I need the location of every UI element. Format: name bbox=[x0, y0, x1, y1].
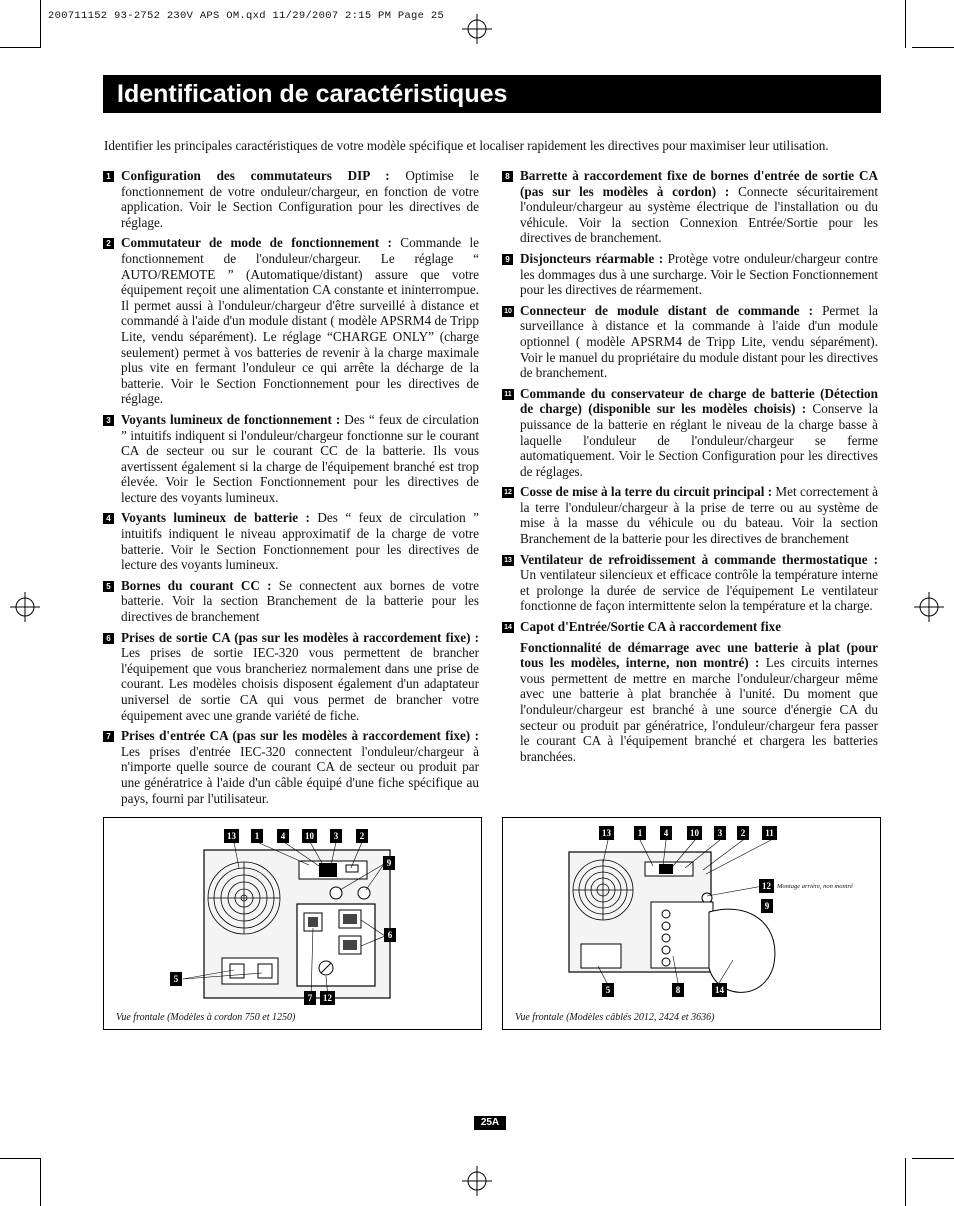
feature-item bbox=[103, 412, 479, 506]
feature-column-left bbox=[103, 168, 479, 811]
item-heading: Capot d'Entrée/Sortie CA à raccordement fixe bbox=[520, 619, 782, 635]
item-number: 13 bbox=[502, 555, 514, 566]
callout-10: 10 bbox=[302, 829, 317, 843]
figure-hardwired-models bbox=[502, 817, 881, 1030]
feature-item bbox=[502, 251, 878, 298]
crop-mark bbox=[0, 47, 40, 48]
item-number: 10 bbox=[502, 306, 514, 317]
callout-4: 4 bbox=[660, 826, 672, 840]
item-text: Des “ feux de circulation ” intuitifs indiquent si l'onduleur/chargeur fonctionne sur le courant CA de secteur ou sur le courant CC de la batterie. Ils vous avertissent également si la charge de l'équipement branché est trop élevée. Voir le Section Fonctionnement pour les directives de lecture des voyants lumineux. bbox=[121, 411, 479, 505]
intro-paragraph: Identifier les principales caractéristiques de votre modèle spécifique et localiser rapidement les directives pour maximiser leur utilisation. bbox=[104, 138, 829, 153]
print-slug: 200711152 93-2752 230V APS OM.qxd 11/29/2007 2:15 PM Page 25 bbox=[48, 10, 445, 22]
callout-3: 3 bbox=[330, 829, 342, 843]
crop-mark bbox=[912, 47, 954, 48]
callout-4: 4 bbox=[277, 829, 289, 843]
callout-2: 2 bbox=[737, 826, 749, 840]
item-text: Commande le fonctionnement de l'onduleur/chargeur. Le réglage “ AUTO/REMOTE ” (Automatique/distant) assure que votre équipement reçoit une alimentation CA constante et ininterrompue. Il permet aussi à l'onduleur/chargeur d'être surveillé à distance et commandé à l'aide d'un module distant ( modèle APSRM4 de Tripp Lite, vendu séparément). Le réglage “CHARGE ONLY” (charge seulement) permet à vos batteries de revenir à la charge maximale plus vite en fermant l'onduleur ce qui arrête la décharge de la batterie. Voir le Section Fonctionnement pour les directives de réglage. bbox=[121, 235, 479, 407]
item-text: Connecte sécuritairement l'onduleur/chargeur au système électrique de l'installation ou du véhicule. Voir la section Connexion Entrée/Sortie pour les directives de branchement. bbox=[520, 183, 878, 246]
callout-10: 10 bbox=[687, 826, 702, 840]
figure-corded-models bbox=[103, 817, 482, 1030]
item-number: 5 bbox=[103, 581, 114, 592]
registration-mark-icon bbox=[914, 592, 944, 622]
callout-13: 13 bbox=[599, 826, 614, 840]
feature-item bbox=[502, 168, 878, 246]
item-number: 14 bbox=[502, 622, 514, 633]
feature-item bbox=[103, 235, 479, 407]
item-heading: Fonctionnalité de démarrage avec une batterie à plat (pour tous les modèles, interne, non montré) : bbox=[520, 639, 878, 671]
item-heading: Cosse de mise à la terre du circuit principal : bbox=[520, 484, 773, 500]
item-number: 8 bbox=[502, 171, 513, 182]
item-heading: Barrette à raccordement fixe de bornes d'entrée de sortie CA (pas sur les modèles à cordon) : bbox=[520, 168, 878, 199]
item-heading: Commande du conservateur de charge de batterie (Détection de charge) (disponible sur les modèles choisis) : bbox=[520, 385, 878, 417]
item-heading: Voyants lumineux de batterie : bbox=[121, 510, 310, 526]
callout-8: 8 bbox=[672, 983, 684, 997]
item-heading: Connecteur de module distant de commande : bbox=[520, 302, 813, 318]
inverter-front-panel-drawing-icon bbox=[104, 818, 481, 1029]
inverter-front-panel-drawing-icon bbox=[503, 818, 880, 1029]
feature-item bbox=[502, 552, 878, 614]
item-text: Met correctement à la terre l'onduleur/chargeur à la prise de terre ou au système de mise à la masse du véhicule ou du bateau. Voir la section Branchement de la batterie pour les directives de branchement bbox=[520, 484, 878, 547]
callout-3: 3 bbox=[714, 826, 726, 840]
feature-item bbox=[502, 303, 878, 381]
feature-item bbox=[103, 630, 479, 724]
feature-item bbox=[103, 510, 479, 572]
item-text: Permet la surveillance à distance et la commande à l'aide d'un module optionnel ( modèle APSRM4 de Tripp Lite, vendu séparément). Voir le manuel du propriétaire du module distant pour les directives de branchement. bbox=[520, 302, 879, 381]
item-number: 2 bbox=[103, 238, 114, 249]
callout-5: 5 bbox=[170, 972, 182, 986]
crop-mark bbox=[905, 1158, 906, 1206]
crop-mark bbox=[905, 0, 906, 48]
item-text: Les prises de sortie IEC-320 vous permettent de brancher l'équipement que vous brancheriez normalement dans une prise de courant. Les modèles choisis disposent également d'un adaptateur universel de sortie CA qui vous permet de brancher votre équipement avec une grande variété de fiche. bbox=[121, 645, 479, 723]
item-heading: Disjoncteurs réarmable : bbox=[520, 250, 664, 266]
figure-caption: Vue frontale (Modèles câblés 2012, 2424 et 3636) bbox=[515, 1012, 715, 1023]
item-heading: Voyants lumineux de fonctionnement : bbox=[121, 411, 341, 427]
item-text: Optimise le fonctionnement de votre onduleur/chargeur, en fonction de votre application. Voir le Section Configuration pour les directives de réglage. bbox=[121, 168, 479, 230]
item-text: Protège votre onduleur/chargeur contre les dommages dus à une surcharge. Voir le Section Fonctionnement pour les directives de réarmement. bbox=[520, 250, 878, 298]
callout-12: 12 bbox=[320, 991, 335, 1005]
item-text: Un ventilateur silencieux et efficace contrôle la température interne et prolonge la durée de service de l'équipement Le ventilateur fonctionne de façon intermittente selon la température et la charge. bbox=[520, 567, 878, 614]
item-number: 3 bbox=[103, 415, 114, 426]
item-text: Les circuits internes vous permettent de mettre en marche l'onduleur/chargeur même avec une batterie à plat branchée à l'unité. Du moment que l'onduleur/chargeur est branché à une source d'énergie CA du secteur ou produit par génératrice, l'onduleur/chargeur fera passer le courant CA à l'équipement branché et chargera les batteries branchées. bbox=[520, 655, 879, 764]
item-text: Des “ feux de circulation ” intuitifs indiquent le niveau approximatif de la charge de votre batterie. Voir le Section Fonctionnement pour les directives de lecture des voyants lumineux. bbox=[121, 510, 480, 573]
item-heading: Commutateur de mode de fonctionnement : bbox=[121, 235, 392, 251]
item-number: 1 bbox=[103, 171, 114, 182]
crop-mark bbox=[0, 1158, 40, 1159]
callout-1: 1 bbox=[634, 826, 646, 840]
item-text: Les prises d'entrée IEC-320 connectent l'onduleur/chargeur à n'importe quelle source de courant CA de secteur ou produit par une génératrice à l'aide d'un câble équipé d'une fiche spécifique au pays, fourni par l'utilisateur. bbox=[121, 743, 479, 806]
page-title: Identification de caractéristiques bbox=[117, 80, 508, 108]
item-number: 12 bbox=[502, 487, 514, 498]
feature-item bbox=[502, 484, 878, 546]
item-number: 11 bbox=[502, 389, 514, 400]
item-heading: Prises de sortie CA (pas sur les modèles à raccordement fixe) : bbox=[121, 629, 479, 645]
item-heading: Configuration des commutateurs DIP : bbox=[121, 168, 390, 183]
registration-mark-icon bbox=[462, 14, 492, 44]
page-number: 25A bbox=[474, 1116, 506, 1130]
feature-column-right bbox=[502, 168, 878, 769]
item-heading: Bornes du courant CC : bbox=[121, 577, 272, 593]
item-number: 7 bbox=[103, 731, 114, 742]
callout-5: 5 bbox=[602, 983, 614, 997]
callout-1: 1 bbox=[251, 829, 263, 843]
feature-item bbox=[502, 386, 878, 480]
callout-11: 11 bbox=[762, 826, 777, 840]
item-heading: Ventilateur de refroidissement à commande thermostatique : bbox=[520, 551, 878, 567]
item-text: Se connectent aux bornes de votre batterie. Voir la section Branchement de la batterie pour les directives de branchement bbox=[121, 577, 480, 625]
feature-item bbox=[502, 619, 878, 635]
item-number: 9 bbox=[502, 254, 513, 265]
callout-7: 7 bbox=[304, 991, 316, 1005]
figure-caption: Vue frontale (Modèles à cordon 750 et 1250) bbox=[116, 1012, 296, 1023]
callout-9: 9 bbox=[383, 856, 395, 870]
callout-13: 13 bbox=[224, 829, 239, 843]
mounting-note: Montage arrière, non montré bbox=[777, 883, 853, 890]
crop-mark bbox=[40, 1158, 41, 1206]
title-bar bbox=[103, 75, 881, 113]
item-heading: Prises d'entrée CA (pas sur les modèles à raccordement fixe) : bbox=[121, 728, 479, 744]
callout-2: 2 bbox=[356, 829, 368, 843]
callout-14: 14 bbox=[712, 983, 727, 997]
registration-mark-icon bbox=[462, 1166, 492, 1196]
feature-subitem bbox=[502, 640, 878, 765]
callout-12: 12 bbox=[759, 879, 774, 893]
feature-item bbox=[103, 728, 479, 806]
crop-mark bbox=[912, 1158, 954, 1159]
item-number: 4 bbox=[103, 513, 114, 524]
callout-9: 9 bbox=[761, 899, 773, 913]
registration-mark-icon bbox=[10, 592, 40, 622]
item-text: Conserve la puissance de la batterie en réglant le niveau de la charge basse à laquelle l'onduleur de l'onduleur/chargeur se ferme automatiquement. Voir le Section Configuration pour les directives de réglages. bbox=[520, 401, 878, 479]
crop-mark bbox=[40, 0, 41, 48]
callout-6: 6 bbox=[384, 928, 396, 942]
item-number: 6 bbox=[103, 633, 114, 644]
feature-item bbox=[103, 578, 479, 625]
feature-item bbox=[103, 168, 479, 230]
